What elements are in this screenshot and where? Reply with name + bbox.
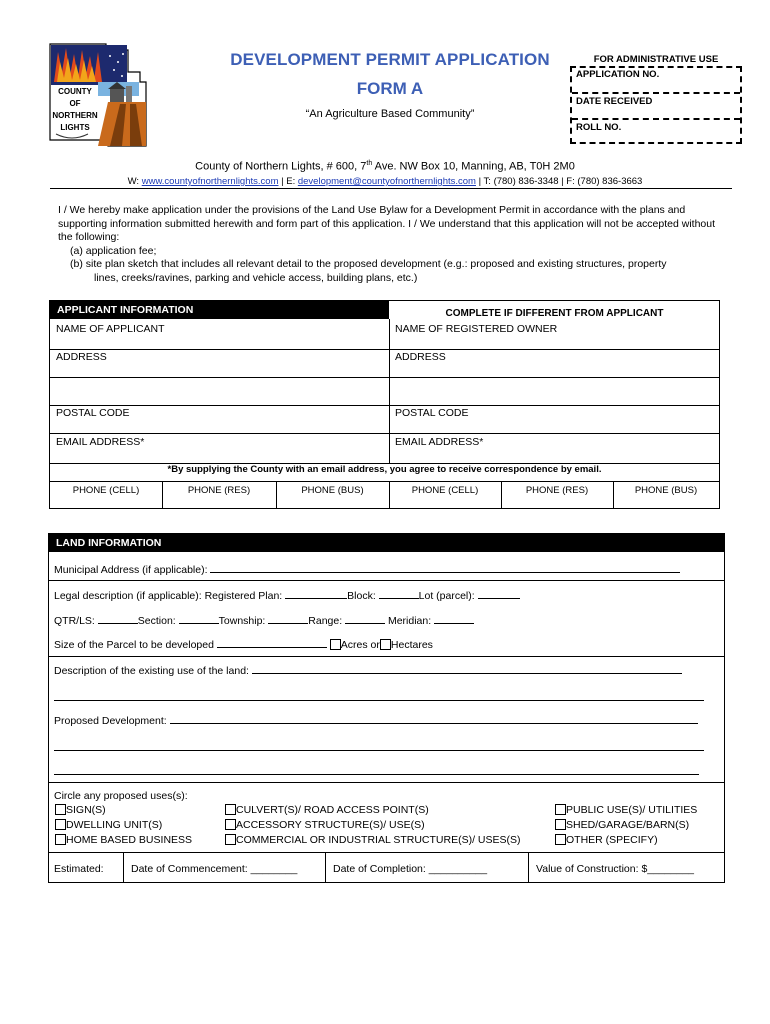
- acres-label: Acres or: [340, 639, 380, 651]
- existing-use-row[interactable]: [54, 664, 682, 677]
- proposed-development-line[interactable]: [54, 750, 704, 751]
- accessory-label: ACCESSORY STRUCTURE(S)/ USE(S): [236, 819, 425, 831]
- email-link[interactable]: development@countyofnorthernlights.com: [297, 176, 476, 187]
- row-divider: [49, 852, 724, 853]
- county-logo: [48, 42, 148, 148]
- range-label: Range:: [308, 615, 343, 627]
- column-divider: [389, 319, 390, 464]
- roll-number-label: ROLL NO.: [576, 122, 622, 133]
- proposed-development-blank[interactable]: [170, 714, 698, 724]
- estimate-divider: [325, 852, 326, 883]
- qtr-label: QTR/LS:: [54, 615, 95, 627]
- admin-use-box: [568, 54, 744, 144]
- municipal-address-row[interactable]: [54, 563, 680, 576]
- owner-phone-bus[interactable]: PHONE (BUS): [634, 485, 698, 496]
- owner-postal-field[interactable]: POSTAL CODE: [395, 407, 469, 419]
- logo-text-of: OF: [69, 99, 81, 108]
- email-consent-note: *By supplying the County with an email address, you agree to receive correspondence by email.: [167, 464, 602, 475]
- legal-plan-label: Legal description (if applicable): Registered Plan:: [54, 590, 283, 602]
- existing-use-blank[interactable]: [252, 664, 682, 674]
- web-label: W:: [127, 176, 142, 187]
- intro-item-b-cont: lines, creeks/ravines, parking and vehicle access, building plans, etc.): [94, 271, 418, 284]
- phone-fax: | T: (780) 836-3348 | F: (780) 836-3663: [475, 176, 643, 187]
- use-accessory[interactable]: [225, 819, 425, 831]
- intro-item-a: (a) application fee;: [70, 244, 157, 257]
- block-blank[interactable]: [379, 589, 419, 599]
- owner-information-header: COMPLETE IF DIFFERENT FROM APPLICANT: [445, 308, 664, 319]
- township-blank[interactable]: [268, 614, 308, 624]
- admin-divider: [572, 118, 740, 120]
- legal-description-row[interactable]: [54, 589, 520, 602]
- block-label: Block:: [347, 590, 376, 602]
- applicant-postal-field[interactable]: POSTAL CODE: [56, 407, 130, 419]
- construction-value-field[interactable]: Value of Construction: $________: [536, 863, 695, 875]
- meridian-blank[interactable]: [434, 614, 474, 624]
- commencement-date-field[interactable]: Date of Commencement: ________: [131, 863, 298, 875]
- row-divider: [50, 377, 719, 378]
- proposed-uses-label: Circle any proposed uses(s):: [54, 790, 188, 802]
- applicant-phone-cell[interactable]: PHONE (CELL): [72, 485, 140, 496]
- row-divider: [49, 782, 724, 783]
- use-other[interactable]: [555, 834, 658, 846]
- logo-text-lights: LIGHTS: [60, 123, 90, 132]
- plan-blank[interactable]: [285, 589, 347, 599]
- row-divider: [50, 405, 719, 406]
- range-blank[interactable]: [345, 614, 385, 624]
- logo-text-northern: NORTHERN: [52, 111, 98, 120]
- address-suffix: Ave. NW Box 10, Manning, AB, T0H 2M0: [372, 160, 575, 173]
- acres-checkbox[interactable]: [330, 639, 341, 650]
- sign-label: SIGN(S): [66, 804, 106, 816]
- use-dwelling[interactable]: [55, 819, 162, 831]
- use-public[interactable]: [555, 804, 697, 816]
- admin-use-fields: [570, 66, 742, 144]
- parcel-size-label: Size of the Parcel to be developed: [54, 639, 214, 651]
- use-home-business[interactable]: [55, 834, 192, 846]
- culvert-label: CULVERT(S)/ ROAD ACCESS POINT(S): [236, 804, 429, 816]
- other-checkbox[interactable]: [555, 834, 566, 845]
- proposed-development-label: Proposed Development:: [54, 715, 167, 727]
- owner-phone-cell[interactable]: PHONE (CELL): [411, 485, 479, 496]
- qtr-section-row[interactable]: [54, 614, 474, 627]
- hectares-label: Hectares: [390, 639, 433, 651]
- admin-divider: [572, 92, 740, 94]
- owner-address-field[interactable]: ADDRESS: [395, 351, 446, 363]
- applicant-phone-bus[interactable]: PHONE (BUS): [301, 485, 364, 496]
- row-divider: [50, 349, 719, 350]
- intro-paragraph: I / We hereby make application under the provisions of the Land Use Bylaw for a Development Permit in accordance with the plans and supporting information submitted herewith and form part of this application. I / We understand that this application will not be accepted without the following:: [58, 204, 716, 243]
- shed-label: SHED/GARAGE/BARN(S): [566, 819, 690, 831]
- accessory-checkbox[interactable]: [225, 819, 236, 830]
- lot-blank[interactable]: [478, 589, 520, 599]
- applicant-name-field[interactable]: NAME OF APPLICANT: [56, 323, 165, 335]
- home-business-checkbox[interactable]: [55, 834, 66, 845]
- hectares-checkbox[interactable]: [380, 639, 391, 650]
- applicant-email-field[interactable]: EMAIL ADDRESS*: [56, 436, 145, 448]
- completion-date-field[interactable]: Date of Completion: __________: [333, 863, 488, 875]
- municipal-address-blank[interactable]: [210, 563, 680, 573]
- use-culvert[interactable]: [225, 804, 429, 816]
- logo-text-county: COUNTY: [58, 87, 92, 96]
- parcel-size-blank[interactable]: [217, 638, 327, 648]
- dwelling-label: DWELLING UNIT(S): [66, 819, 163, 831]
- county-contact: [0, 176, 770, 187]
- lot-label: Lot (parcel):: [418, 590, 475, 602]
- commercial-label: COMMERCIAL OR INDUSTRIAL STRUCTURE(S)/ USES(S): [236, 834, 521, 846]
- parcel-size-row[interactable]: [54, 638, 433, 651]
- existing-use-line[interactable]: [54, 700, 704, 701]
- date-received-label: DATE RECEIVED: [576, 96, 653, 107]
- address-prefix: County of Northern Lights, # 600, 7: [195, 160, 367, 173]
- estimate-divider: [123, 852, 124, 883]
- other-label: OTHER (SPECIFY): [566, 834, 658, 846]
- county-address: [0, 160, 770, 173]
- culvert-checkbox[interactable]: [225, 804, 236, 815]
- website-link[interactable]: www.countyofnorthernlights.com: [141, 176, 279, 187]
- owner-name-field[interactable]: NAME OF REGISTERED OWNER: [395, 323, 558, 335]
- estimate-divider: [528, 852, 529, 883]
- estimated-label: Estimated:: [54, 863, 104, 875]
- municipal-address-label: Municipal Address (if applicable):: [54, 564, 208, 576]
- email-label: | E:: [278, 176, 298, 187]
- use-shed[interactable]: [555, 819, 689, 831]
- land-information-table: [48, 533, 725, 883]
- qtr-blank[interactable]: [98, 614, 138, 624]
- section-blank[interactable]: [179, 614, 219, 624]
- applicant-information-table: [49, 300, 720, 509]
- sign-checkbox[interactable]: [55, 804, 66, 815]
- section-label: Section:: [137, 615, 176, 627]
- applicant-information-header: APPLICANT INFORMATION: [50, 301, 389, 319]
- application-number-label: APPLICATION NO.: [576, 69, 660, 80]
- row-divider: [49, 580, 724, 581]
- commercial-checkbox[interactable]: [225, 834, 236, 845]
- dwelling-checkbox[interactable]: [55, 819, 66, 830]
- row-divider: [49, 656, 724, 657]
- admin-use-title: FOR ADMINISTRATIVE USE: [593, 54, 719, 65]
- owner-phone-res[interactable]: PHONE (RES): [525, 485, 589, 496]
- proposed-development-row[interactable]: [54, 714, 698, 727]
- form-title: DEVELOPMENT PERMIT APPLICATION: [230, 50, 550, 69]
- applicant-phone-res[interactable]: PHONE (RES): [187, 485, 251, 496]
- home-business-label: HOME BASED BUSINESS: [66, 834, 193, 846]
- applicant-address-field[interactable]: ADDRESS: [56, 351, 107, 363]
- owner-email-field[interactable]: EMAIL ADDRESS*: [395, 436, 484, 448]
- existing-use-label: Description of the existing use of the land:: [54, 665, 249, 677]
- county-motto: “An Agriculture Based Community”: [305, 108, 475, 120]
- meridian-label: Meridian:: [387, 615, 432, 627]
- row-divider: [50, 433, 719, 434]
- intro-item-b: (b) site plan sketch that includes all relevant detail to the proposed development (e.g.: proposed and existing structures, property: [70, 258, 667, 270]
- intro-statement: [58, 204, 728, 285]
- header-rule: [50, 188, 732, 189]
- use-commercial[interactable]: [225, 834, 521, 846]
- form-name: FORM A: [356, 79, 424, 98]
- use-sign[interactable]: [55, 804, 106, 816]
- land-information-header: LAND INFORMATION: [49, 534, 724, 552]
- proposed-development-line[interactable]: [54, 774, 699, 775]
- shed-checkbox[interactable]: [555, 819, 566, 830]
- row-divider: [50, 481, 719, 482]
- township-label: Township:: [218, 615, 266, 627]
- address-sup: th: [366, 160, 373, 167]
- public-label: PUBLIC USE(S)/ UTILITIES: [566, 804, 698, 816]
- public-checkbox[interactable]: [555, 804, 566, 815]
